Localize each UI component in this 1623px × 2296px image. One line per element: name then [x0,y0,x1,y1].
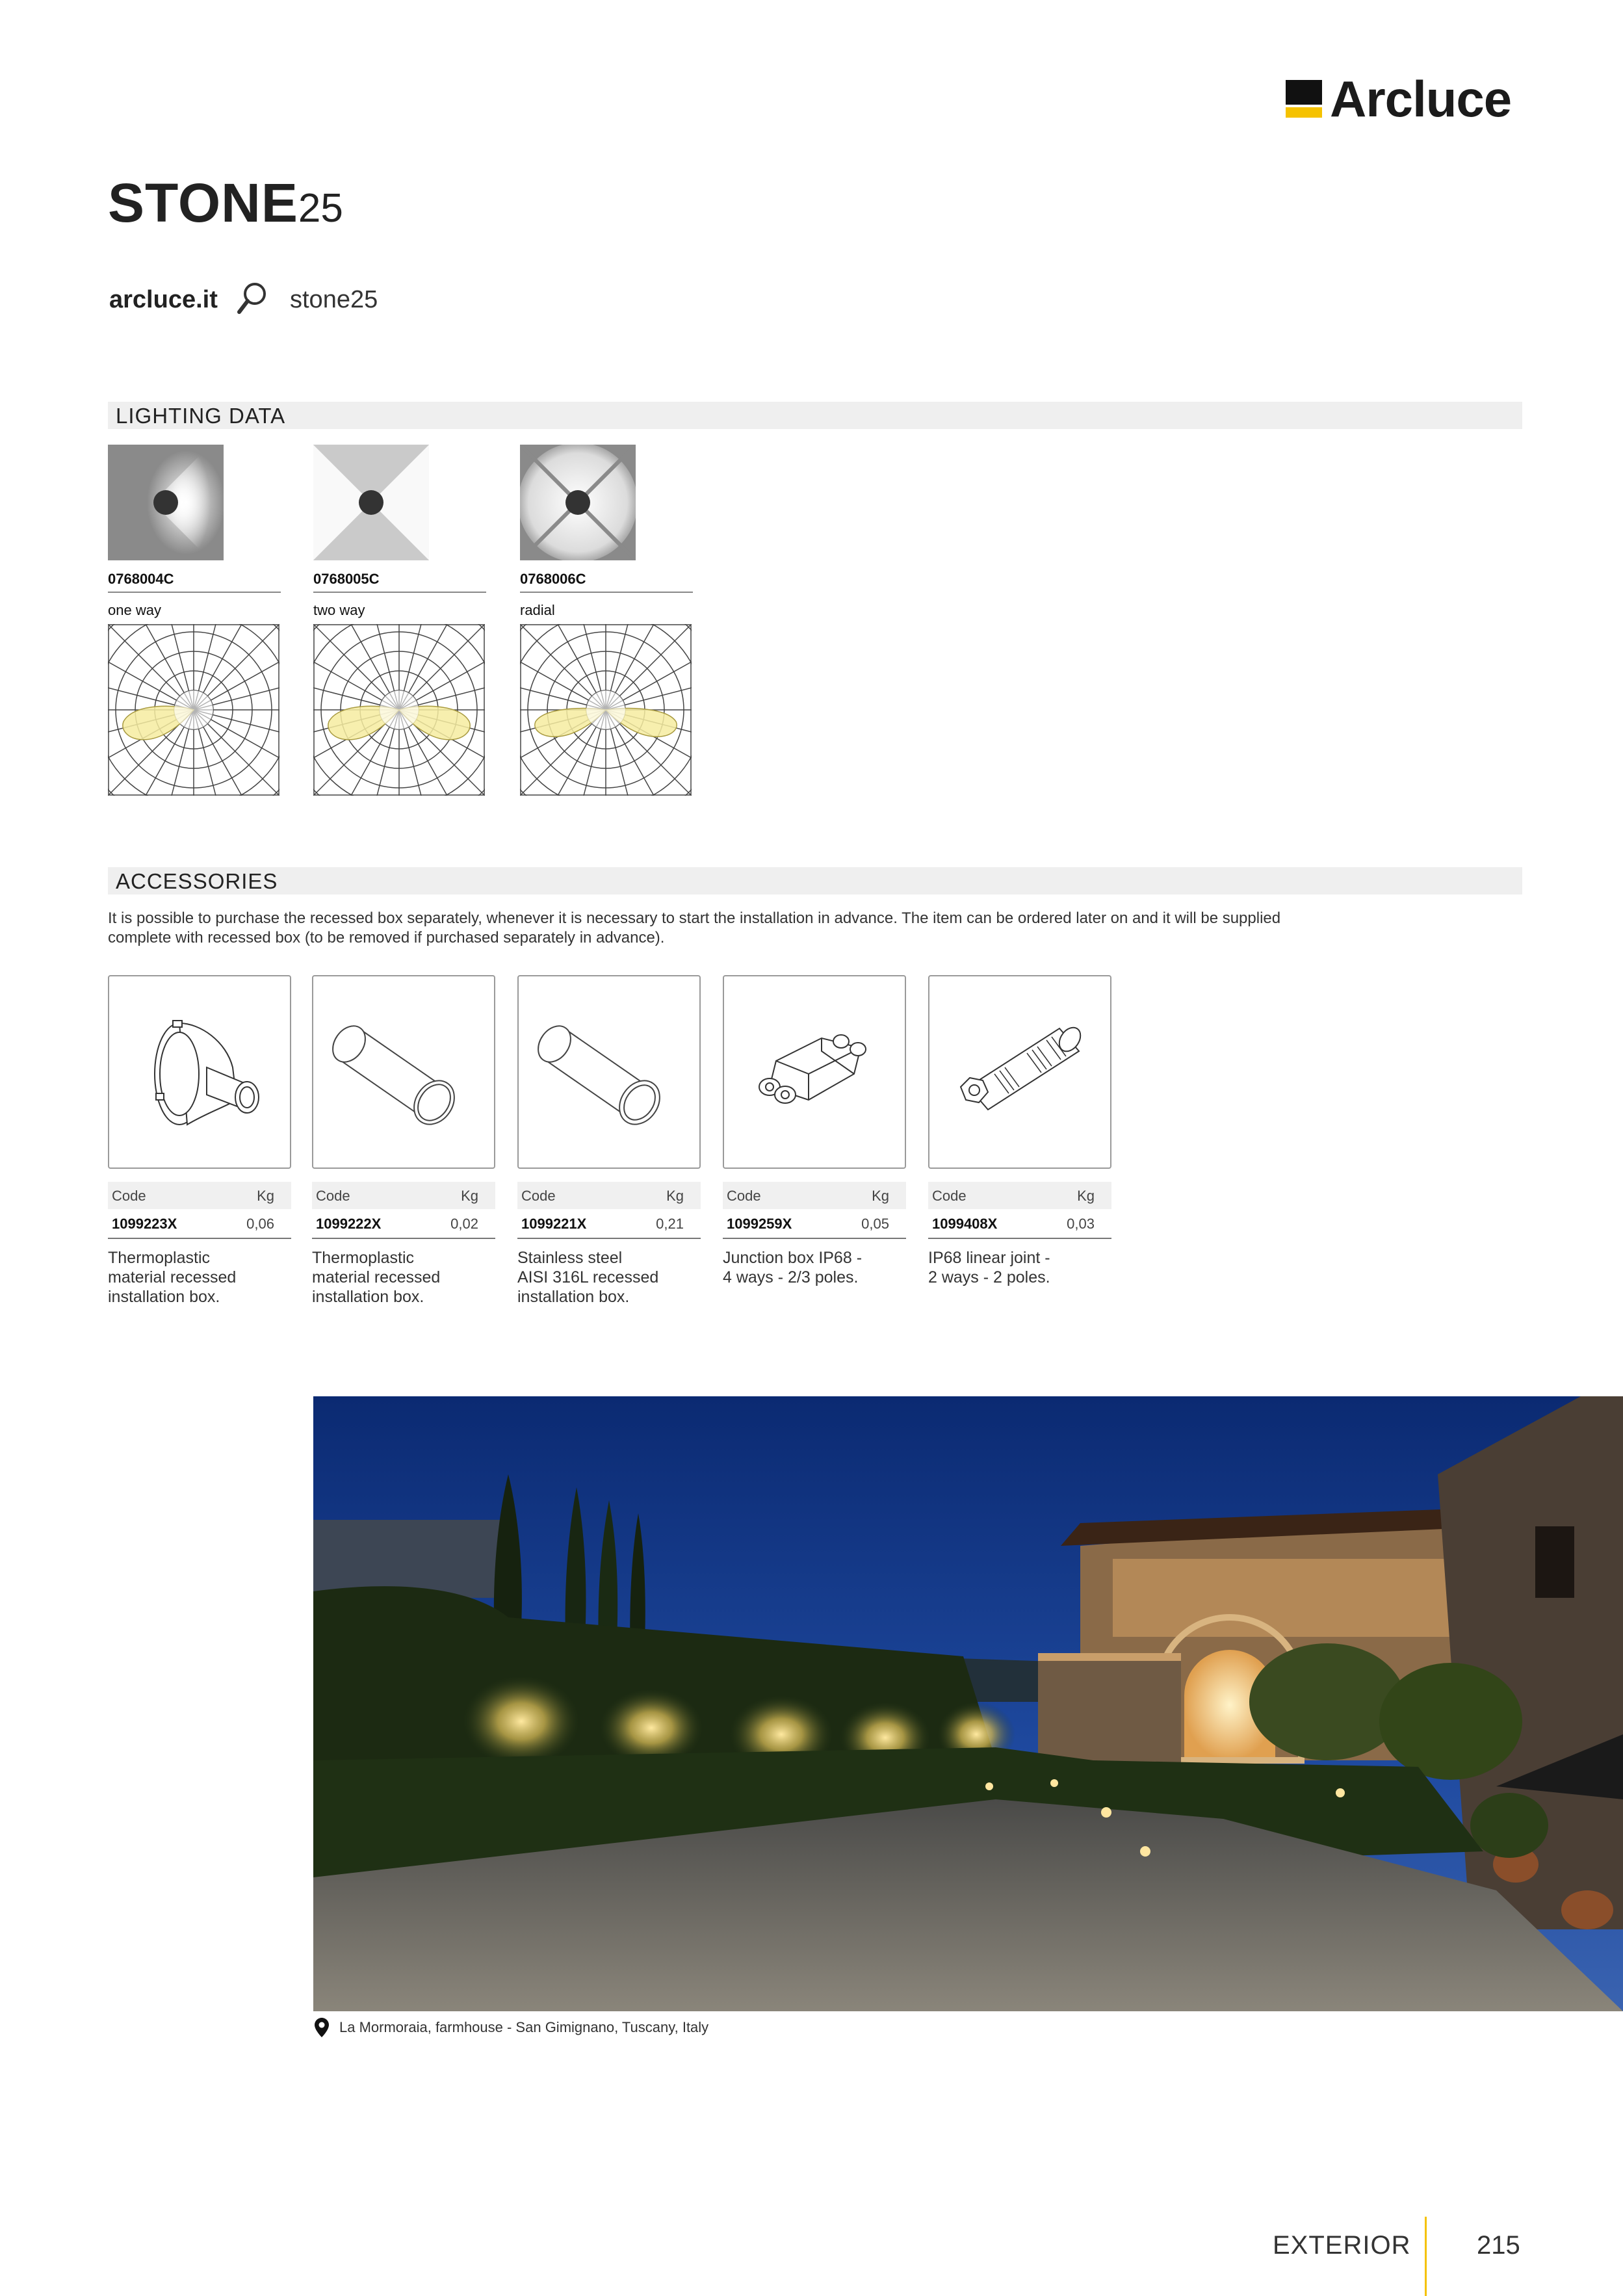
weight-label: Kg [461,1188,478,1204]
divider [312,1238,495,1239]
footer-section: EXTERIOR [1273,2231,1411,2260]
divider [108,592,281,593]
accessory-card [928,975,1111,1313]
page-number: 215 [1477,2231,1520,2260]
code-label: Code [316,1188,350,1204]
accessory-description: IP68 linear joint - 2 ways - 2 poles. [928,1249,1050,1286]
accessory-image [312,975,495,1169]
accessory-card [723,975,906,1313]
photo-caption: La Mormoraia, farmhouse - San Gimignano, Tuscany, Italy [339,2019,709,2035]
accessory-code: 1099408X [932,1216,998,1232]
polar-diagram-icon [108,624,279,796]
beam-radial-icon [520,445,636,560]
accessory-weight: 0,05 [861,1216,889,1232]
page-title [108,170,343,241]
accessory-code: 1099259X [727,1216,792,1232]
website-link[interactable]: arcluce.it [109,286,218,313]
accessory-weight: 0,02 [450,1216,478,1232]
lighting-item [520,445,693,796]
steel-box-icon [519,976,699,1168]
accessories-header [108,867,1522,894]
weight-label: Kg [666,1188,684,1204]
divider [517,1238,701,1239]
footer-divider [1425,2217,1427,2296]
spec-row [723,1209,906,1236]
spec-header [517,1182,701,1209]
spec-header [312,1182,495,1209]
lighting-distribution: radial [520,602,555,618]
code-label: Code [932,1188,967,1204]
accessory-image [517,975,701,1169]
search-icon [235,281,268,317]
lighting-item [313,445,486,796]
divider [928,1238,1111,1239]
accessory-image [723,975,906,1169]
junction-box-icon [724,976,905,1168]
accessory-card [312,975,495,1313]
product-size: 25 [298,186,343,231]
location-pin-icon [315,2018,329,2037]
product-name: STONE [108,172,298,233]
logo-text: Arcluce [1330,70,1512,127]
recessed-box-icon [109,976,290,1168]
spec-header [928,1182,1111,1209]
polar-diagram-icon [313,624,485,796]
beam-two-way-icon [313,445,429,560]
section-heading: ACCESSORIES [116,869,278,893]
lighting-item [108,445,281,796]
code-label: Code [521,1188,556,1204]
lighting-code: 0768006C [520,571,586,587]
code-label: Code [727,1188,761,1204]
accessory-image [108,975,291,1169]
accessory-description: Stainless steel AISI 316L recessed installation box. [517,1249,659,1306]
search-code: stone25 [290,286,378,313]
spec-row [928,1209,1111,1236]
accessory-code: 1099222X [316,1216,382,1232]
accessory-weight: 0,21 [656,1216,684,1232]
divider [313,592,486,593]
cylinder-box-icon [313,976,494,1168]
installation-photo [313,1396,1623,2011]
lighting-data-header [108,402,1522,429]
linear-joint-icon [929,976,1110,1168]
beam-one-way-icon [108,445,224,560]
spec-header [723,1182,906,1209]
divider [108,1238,291,1239]
spec-row [108,1209,291,1236]
lighting-distribution: two way [313,602,365,618]
spec-row [312,1209,495,1236]
accessory-code: 1099223X [112,1216,177,1232]
accessory-image [928,975,1111,1169]
divider [723,1238,906,1239]
accessory-weight: 0,03 [1067,1216,1095,1232]
weight-label: Kg [1077,1188,1095,1204]
lighting-code: 0768005C [313,571,380,587]
accessory-card [108,975,291,1313]
polar-diagram-icon [520,624,692,796]
code-label: Code [112,1188,146,1204]
accessory-card [517,975,701,1313]
accessory-description: Junction box IP68 - 4 ways - 2/3 poles. [723,1249,863,1286]
logo-mark-icon [1286,80,1322,118]
accessory-code: 1099221X [521,1216,587,1232]
divider [520,592,693,593]
spec-header [108,1182,291,1209]
accessories-intro: It is possible to purchase the recessed box separately, whenever it is necessary to start the installation in advance. The item can be ordered later on and it will be supplied complete with recessed box (to be removed if purchased separately in advance). [108,909,1281,946]
accessory-description: Thermoplastic material recessed installation box. [108,1249,237,1306]
spec-row [517,1209,701,1236]
section-heading: LIGHTING DATA [116,404,286,428]
accessory-description: Thermoplastic material recessed installation box. [312,1249,441,1306]
lighting-code: 0768004C [108,571,174,587]
lighting-distribution: one way [108,602,161,618]
weight-label: Kg [872,1188,889,1204]
weight-label: Kg [257,1188,274,1204]
accessory-weight: 0,06 [246,1216,274,1232]
